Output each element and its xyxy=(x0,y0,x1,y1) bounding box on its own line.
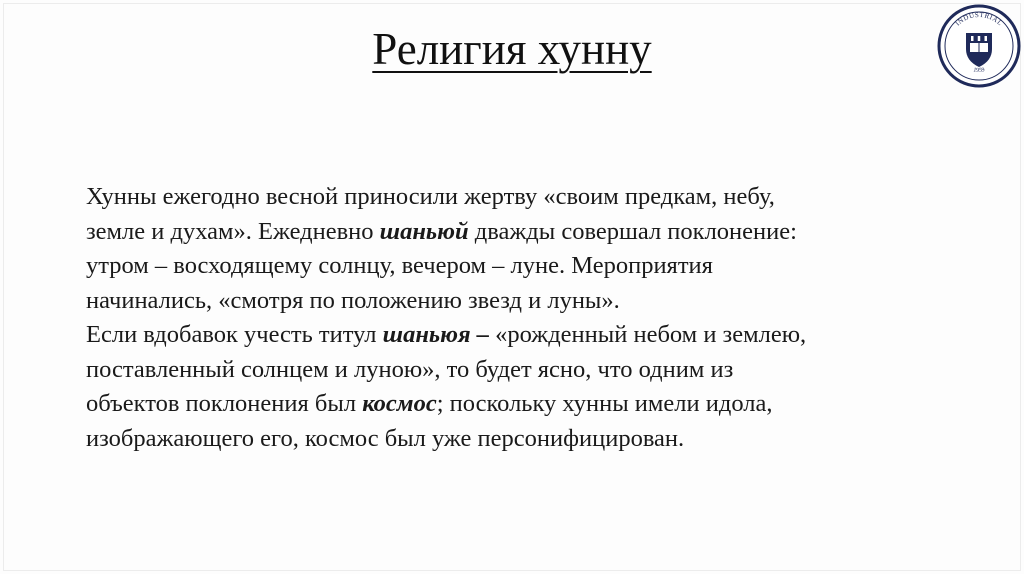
body-text-segment: «рожденный небом и землею, xyxy=(489,321,807,348)
body-text-segment: ; поскольку хунны имели идола, xyxy=(436,390,773,417)
body-text-segment: Если вдобавок учесть титул xyxy=(86,321,383,348)
body-line xyxy=(86,318,946,353)
body-text-segment: объектов поклонения был xyxy=(86,390,363,417)
body-text-segment: дважды совершал поклонение: xyxy=(468,217,797,245)
emphasis-shanyuya: шаньюя – xyxy=(382,321,489,348)
slide-body xyxy=(86,180,946,456)
university-seal-icon xyxy=(936,3,1022,89)
body-line xyxy=(86,387,946,422)
emphasis-shanyuy: шаньюй xyxy=(379,217,469,245)
body-line xyxy=(86,215,946,250)
slide-title xyxy=(0,22,1024,76)
body-line: утром – восходящему солнцу, вечером – луне. Мероприятия xyxy=(86,252,713,279)
body-line: изображающего его, космос был уже персонифицирован. xyxy=(86,424,685,452)
emphasis-kosmos: космос xyxy=(362,390,437,417)
body-line: Хунны ежегодно весной приносили жертву «своим предкам, небу, xyxy=(86,183,775,210)
seal-text-top: INDUSTRIAL xyxy=(953,10,1005,28)
body-line: поставленный солнцем и луною», то будет ясно, что одним из xyxy=(86,355,734,383)
body-line: начинались, «смотря по положению звезд и луны». xyxy=(86,286,620,314)
body-text-segment: земле и духам». Ежедневно xyxy=(86,217,380,245)
seal-year: 1959 xyxy=(972,67,986,74)
slide-title-text: Религия хунну xyxy=(372,24,652,74)
